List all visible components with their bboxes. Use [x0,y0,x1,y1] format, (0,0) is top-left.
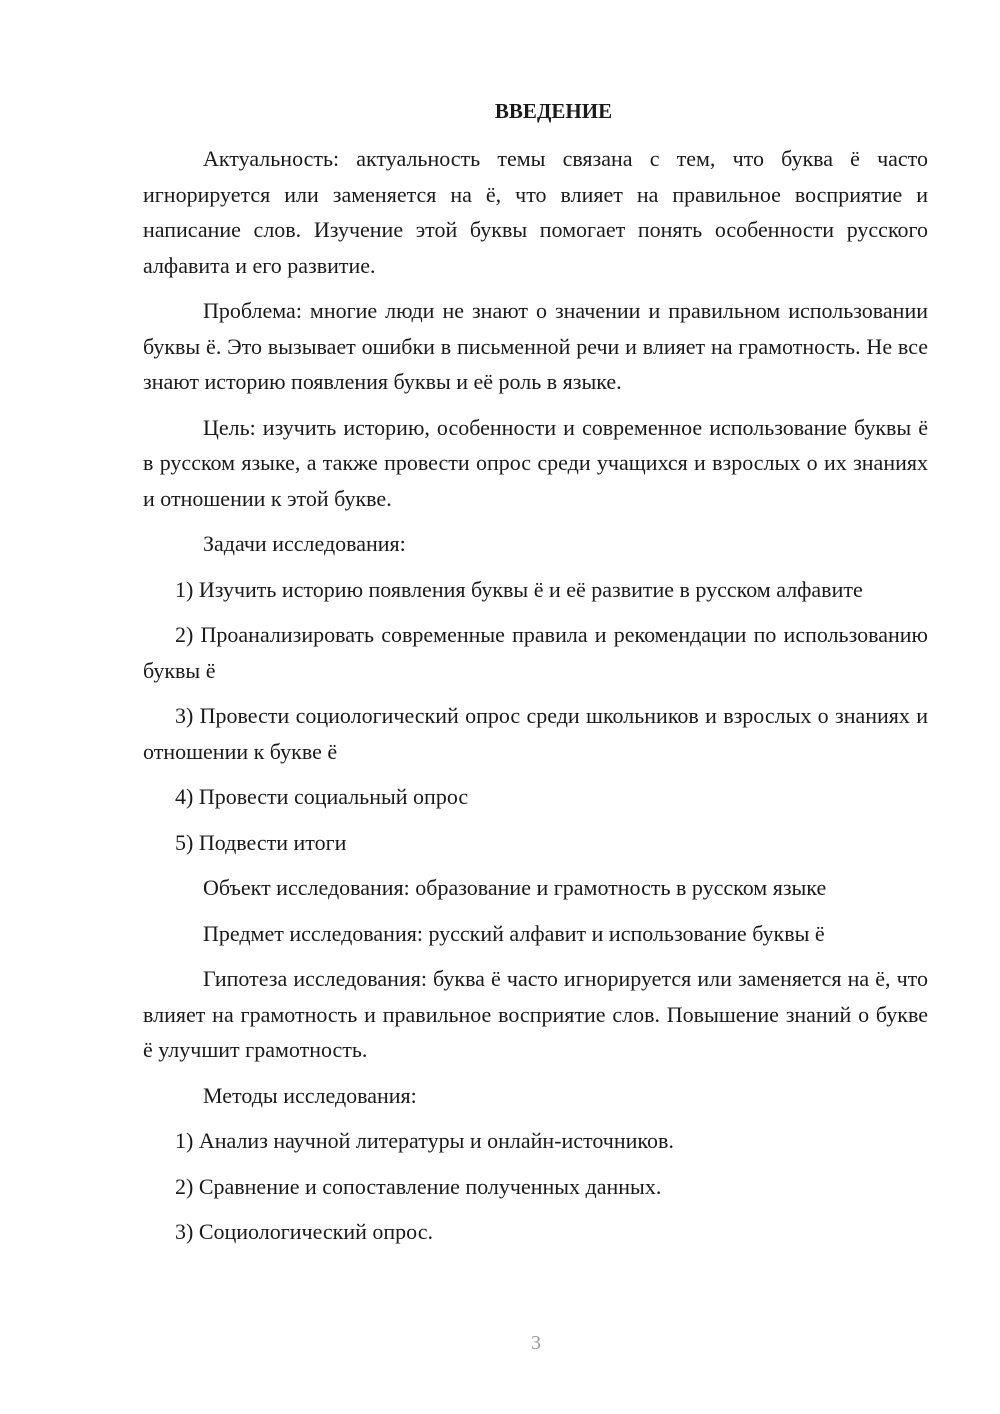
task-item-4: 4) Провести социальный опрос [175,784,469,809]
page-number: 3 [531,1332,541,1354]
method-item-3: 3) Социологический опрос. [175,1219,433,1244]
task-item-1: 1) Изучить историю появления буквы ё и её развитие в русском алфавите [175,576,863,602]
subject-paragraph: Предмет исследования: русский алфавит и использование буквы ё [203,920,825,946]
object-paragraph: Объект исследования: образование и грамотность в русском языке [203,875,827,900]
method-item-2: 2) Сравнение и сопоставление полученных данных. [175,1173,662,1199]
document-page [143,95,928,1250]
tasks-heading: Задачи исследования: [203,531,406,556]
problem-paragraph: Проблема: многие люди не знают о значении и правильном использовании буквы ё. Это вызывает ошибки в письменной речи и влияет на грамотность. Не все знают историю появления буквы и её роль в языке. [143,298,928,394]
methods-heading: Методы исследования: [203,1082,417,1108]
task-item-5: 5) Подвести итоги [175,829,347,855]
method-item-1: 1) Анализ научной литературы и онлайн-источников. [175,1128,674,1153]
hypothesis-paragraph: Гипотеза исследования: буква ё часто игнорируется или заменяется на ё, что влияет на грамотность и правильное восприятие слов. Повышение знаний о букве ё улучшит грамотность. [143,966,928,1062]
task-item-3: 3) Провести социологический опрос среди школьников и взрослых о знаниях и отношении к букве ё [143,703,928,764]
task-item-2: 2) Проанализировать современные правила и рекомендации по использованию буквы ё [143,622,928,683]
section-heading: ВВЕДЕНИЕ [494,99,613,123]
goal-paragraph: Цель: изучить историю, особенности и современное использование буквы ё в русском языке, а также провести опрос среди учащихся и взрослых о их знаниях и отношении к этой букве. [143,414,928,511]
relevance-paragraph: Актуальность: актуальность темы связана с тем, что буква ё часто игнорируется или заменяется на ё, что влияет на правильное восприятие и написание слов. Изучение этой буквы помогает понять особенности русского алфавита и его развитие. [143,146,928,278]
